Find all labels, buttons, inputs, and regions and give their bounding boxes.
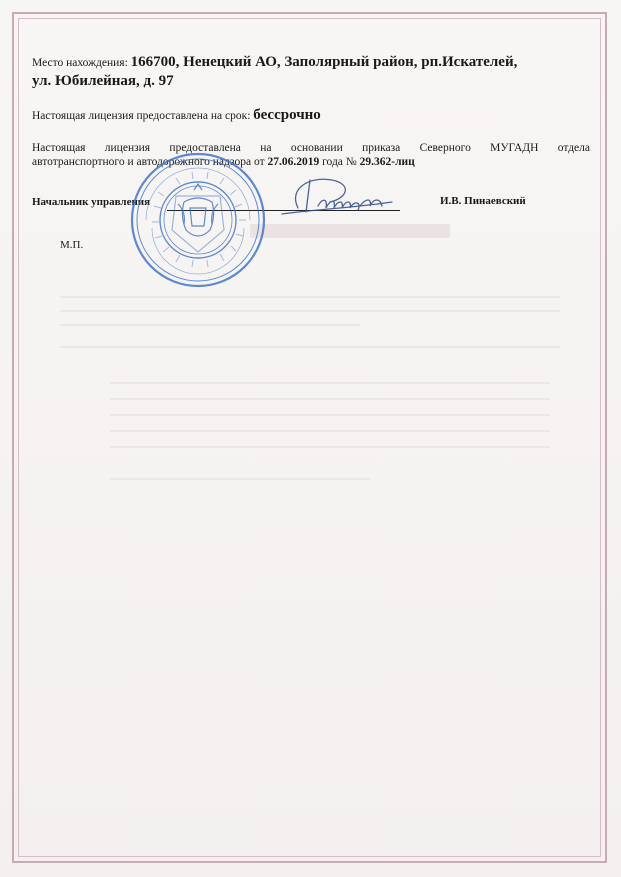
seal-label: М.П. <box>60 239 84 251</box>
basis-prefix: автотранспортного и автодорожного надзора от <box>32 156 265 168</box>
order-number: 29.362-лиц <box>359 156 415 168</box>
signatory-name: И.В. Пинаевский <box>440 195 526 207</box>
bleed-through-line <box>110 430 550 432</box>
address-line-1 <box>32 55 590 71</box>
address-line-2 <box>32 74 590 90</box>
address-value-continued: ул. Юбилейная, д. 97 <box>32 73 174 89</box>
handwritten-signature-icon <box>270 168 400 228</box>
bleed-through-line <box>60 346 560 348</box>
bleed-through-line <box>110 414 550 416</box>
address-label: Место нахождения: <box>32 57 128 69</box>
order-date: 27.06.2019 <box>267 156 320 168</box>
signatory-title: Начальник управления <box>32 196 151 208</box>
bleed-through-line <box>60 324 360 326</box>
bleed-through-line <box>60 310 560 312</box>
basis-mid: года № <box>322 156 357 168</box>
bleed-through-line <box>110 446 550 448</box>
official-stamp-icon <box>128 150 268 290</box>
basis-line-1: Настоящая лицензия предоставлена на основании приказа Северного МУГАДН отдела <box>32 142 590 154</box>
address-value: 166700, Ненецкий АО, Заполярный район, рп.Искателей, <box>130 54 518 70</box>
term-value: бессрочно <box>253 107 321 123</box>
term-label: Настоящая лицензия предоставлена на срок: <box>32 110 251 122</box>
bleed-through-line <box>110 398 550 400</box>
bleed-through-line <box>110 478 370 480</box>
term-line <box>32 108 590 124</box>
bleed-through-line <box>60 296 560 298</box>
bleed-through-line <box>110 382 550 384</box>
